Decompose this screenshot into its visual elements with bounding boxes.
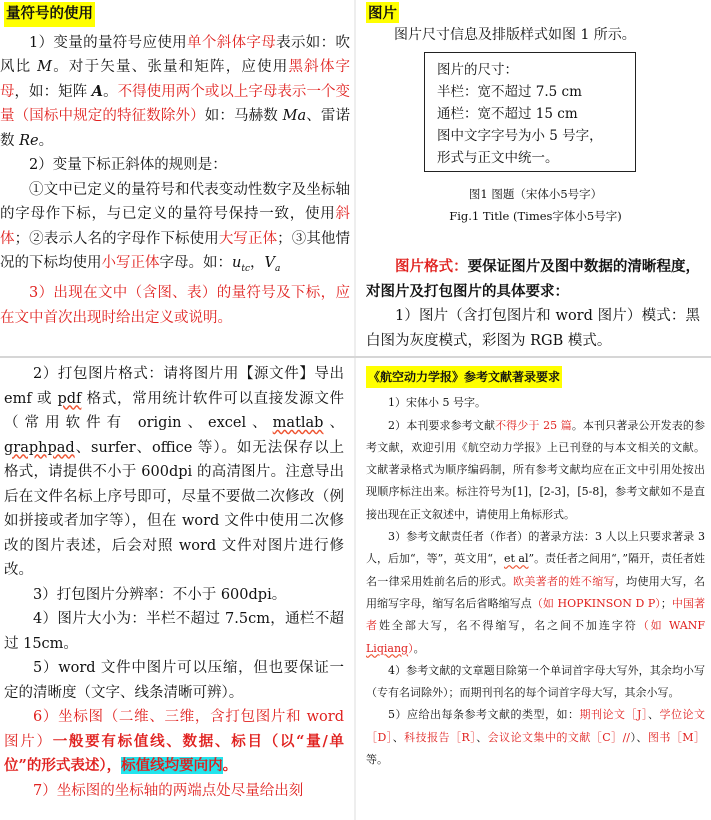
section-figure-requirements — [0, 362, 350, 820]
section-symbols — [0, 0, 350, 352]
paragraph: ①文中已定义的量符号和代表变动性数字及坐标轴的字母作下标，与已定义的量符号保持一致，使用斜体；②表示人名的字母作下标使用大写正体；③其他情况的下标均使用小写正体字母。如：$u_{tc}$，$V_a$ — [0, 181, 350, 274]
paragraph: 图片格式：要保证图片及图中数据的清晰程度，对图片及打包图片的具体要求： — [366, 258, 700, 300]
paragraph: 4）图片大小为：半栏不超过 7.5cm，通栏不超过 15cm。 — [4, 611, 344, 652]
page-divider — [0, 356, 711, 358]
paragraph: 6）坐标图（二维、三维，含打包图片和 word 图片）一般要有标值线、数据、标目（以“量/单位”的形式表述），标值线均要向内。 — [4, 709, 345, 774]
paragraph: 7）坐标图的坐标轴的两端点处尽量给出刻 — [33, 782, 304, 799]
paragraph: 1）变量的量符号应使用单个斜体字母表示如：吹风比 M。对于矢量、张量和矩阵，应使用黑斜体字母，如：矩阵 A。不得使用两个或以上字母表示一个变量（国标中规定的特征数除外）如：马赫数 Ma、雷诺数 Re。 — [0, 34, 350, 149]
figure-size-box: 图片的尺寸： 半栏：宽不超过 7.5 cm 通栏：宽不超过 15 cm 图中文字字号为小 5 号字， 形式与正文中统一。 — [424, 52, 636, 172]
section-heading: 《航空动力学报》参考文献著录要求 — [366, 366, 562, 388]
paragraph: 2）变量下标正斜体的规则是： — [29, 157, 227, 173]
paragraph: 2）打包图片格式：请将图片用【源文件】导出 emf 或 pdf 格式，常用统计软件可以直接发源文件（常用软件有 origin、excel、matlab、graphpad、surfer、office 等）。如无法保存以上格式，请提供不小于 600dpi 的高清图片。注意导出后在文件名标上序号即可，尽量不要做二次修改（例如拼接或者加字等），但在 word 文件中使用二次修改的图片表述，后会对照 word 文件对图片进行修改。 — [4, 366, 345, 578]
paragraph: 1）图片（含打包图片和 word 图片）模式：黑白图为灰度模式，彩图为 RGB 模式。 — [366, 308, 700, 349]
figure-caption-en: Fig.1 Title (Times字体小5号字) — [449, 209, 622, 223]
paragraph: 5）word 文件中图片可以压缩，但也要保证一定的清晰度（文字、线条清晰可辨）。 — [4, 660, 344, 701]
figure-caption: 图1 图题（宋体小5号字） — [468, 187, 603, 201]
paragraph: 图片尺寸信息及排版样式如图 1 所示。 — [394, 27, 636, 43]
paragraph: 1）宋体小 5 号字。 — [388, 396, 486, 410]
paragraph: 2）本刊要求参考文献不得少于 25 篇。本刊只著录公开发表的参考文献，欢迎引用《航空动力学报》上已刊登的与本文相关的文献。文献著录格式为顺序编码制，所有参考文献均应在正文中引用处按出现顺序标注出来。标注符号为[1]，[2-3]，[5-8]，参考文献如不是直接出现在正文叙述中，请使用上角标形式。 — [366, 418, 706, 521]
paragraph: 3）打包图片分辨率：不小于 600dpi。 — [33, 586, 287, 603]
section-heading: 图片 — [366, 2, 399, 23]
section-references — [360, 362, 711, 820]
paragraph: 4）参考文献的文章题目除第一个单词首字母大写外，其余均小写（专有名词除外）；而期刊刊名的每个词首字母大写，其余小写。 — [366, 663, 705, 700]
paragraph: 5）应给出每条参考文献的类型，如：期刊论文［J］、学位论文［D］、科技报告［R］、会议论文集中的文献［C］//）、图书［M］等。 — [366, 708, 706, 767]
column-gap — [354, 0, 356, 820]
section-heading: 量符号的使用 — [4, 2, 95, 27]
section-figures — [360, 0, 711, 352]
paragraph: 3）参考文献责任者（作者）的著录方法：3 人以上只要求著录 3 人，后加“，等”，英文用“，et al”。责任者之间用“，”隔开，责任者姓名一律采用姓前名后的形式。欧美著者的姓不缩写，均使用大写，名用缩写字母，缩写名后省略缩写点（如 HOPKINSON D P）；中国著者姓全部大写，名不得缩写，名之间不加连字符（如 WANF Liqiang）。 — [366, 530, 706, 655]
paragraph: 3）出现在文中（含图、表）的量符号及下标，应在文中首次出现时给出定义或说明。 — [0, 285, 350, 326]
